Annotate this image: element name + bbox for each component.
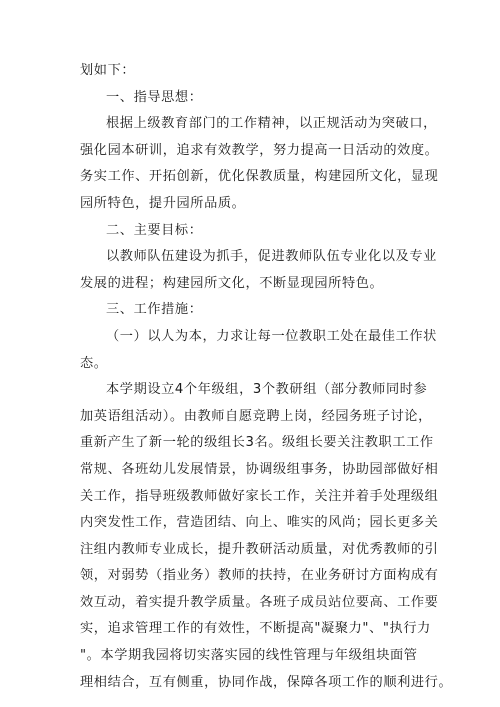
text-line: 根据上级教育部门的工作精神，以正规活动为突破口， bbox=[106, 116, 437, 132]
text-line: 关工作，指导班级教师做好家长工作，关注并着手处理级组 bbox=[80, 488, 439, 504]
text-line: 务实工作、开拓创新，优化保教质量，构建园所文化，显现 bbox=[80, 169, 439, 185]
text-line: 以教师队伍建设为抓手，促进教师队伍专业化以及专业 bbox=[106, 249, 437, 265]
text-line: "。本学期我园将切实落实园的线性管理与年级组块面管 bbox=[80, 648, 418, 664]
text-line: 常规、各班幼儿发展情景，协调级组事务，协助园部做好相 bbox=[80, 461, 439, 477]
text-line: 本学期设立4个年级组，3个教研组（部分教师同时参 bbox=[106, 382, 428, 398]
text-line: 加英语组活动）。由教师自愿竞聘上岗，经园务班子讨论， bbox=[80, 408, 432, 424]
text-line: 重新产生了新一轮的级组长3名。级组长要关注教职工工作 bbox=[80, 435, 434, 451]
section-heading: 三、工作措施： bbox=[106, 302, 203, 318]
text-line: 效互动，着实提升教学质量。各班子成员站位要高、工作要 bbox=[80, 594, 439, 610]
text-line: 发展的进程；构建园所文化，不断显现园所特色。 bbox=[80, 275, 384, 291]
section-heading: 二、主要目标： bbox=[106, 222, 203, 238]
text-line: 强化园本研训，追求有效教学，努力提高一日活动的效度。 bbox=[80, 142, 439, 158]
text-line: 内突发性工作，营造团结、向上、唯实的风尚；园长更多关 bbox=[80, 515, 439, 531]
section-heading: 一、指导思想： bbox=[106, 89, 203, 105]
text-line: 态。 bbox=[80, 355, 108, 371]
text-line: 园所特色，提升园所品质。 bbox=[80, 195, 246, 211]
document-page bbox=[80, 58, 480, 696]
subsection-heading: （一）以人为本，力求让每一位教职工处在最佳工作状 bbox=[106, 328, 437, 344]
text-line: 领，对弱势（指业务）教师的扶持，在业务研讨方面构成有 bbox=[80, 568, 439, 584]
text-line: 划如下： bbox=[80, 63, 136, 78]
text-line: 理相结合，互有侧重，协同作战，保障各项工作的顺利进行。 bbox=[80, 674, 453, 690]
text-line: 实，追求管理工作的有效性，不断提高"凝聚力"、"执行力 bbox=[80, 621, 431, 637]
text-line: 注组内教师专业成长，提升教研活动质量，对优秀教师的引 bbox=[80, 541, 439, 557]
